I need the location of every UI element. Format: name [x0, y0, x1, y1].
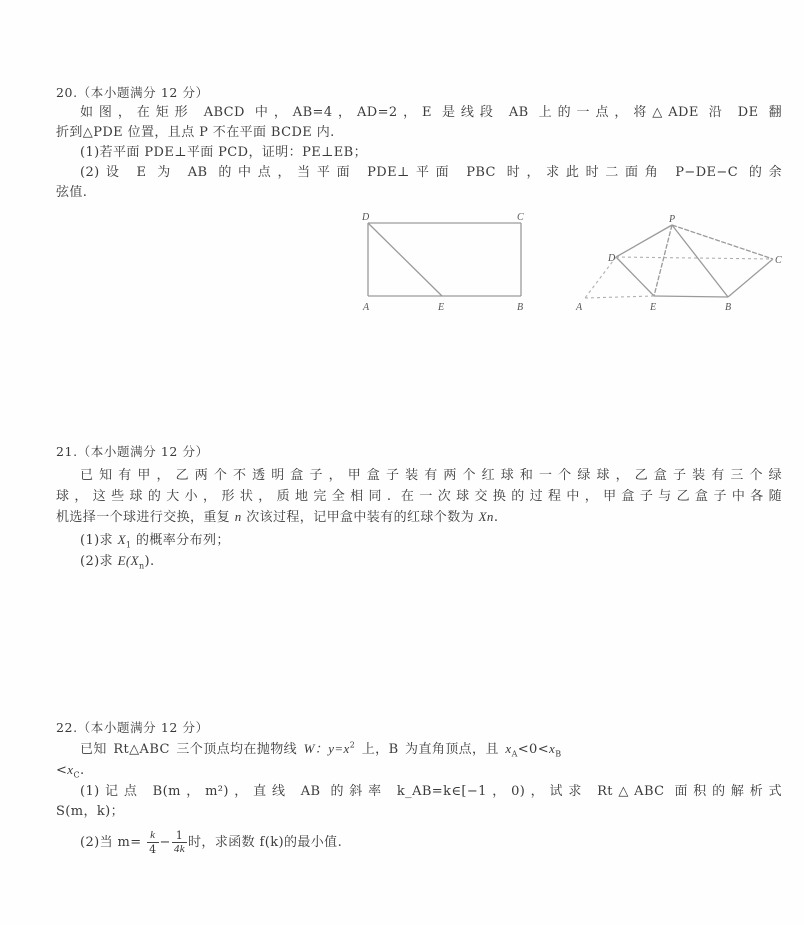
frac2-numerator: 1	[172, 829, 187, 843]
frac1-denominator: 4	[149, 843, 157, 856]
q22-ineq: <0<	[517, 742, 550, 757]
q22-xc: x	[67, 762, 74, 777]
q21-xn-var: Xn	[478, 509, 494, 524]
q22-header: 22.（本小题满分 12 分）	[56, 720, 209, 735]
q21-part2-suffix: ).	[144, 554, 155, 569]
q21-part1-prefix: (1)求	[80, 533, 114, 548]
q22-stem-line1	[80, 740, 782, 759]
label-E-left: E	[438, 302, 445, 313]
label-D-left: D	[362, 212, 370, 223]
label-A-left: A	[363, 302, 370, 313]
frac1-numerator: k	[147, 829, 158, 843]
q22-parabola-eq: W：y=x	[303, 741, 350, 756]
frac2-denominator: 4k	[173, 843, 186, 855]
label-E-right: E	[650, 302, 657, 313]
q21-part2-prefix: (2)求	[80, 554, 114, 569]
q22-xa: x	[505, 741, 512, 756]
label-C-right: C	[775, 255, 782, 266]
q21-stem-line1: 已知有甲，乙两个不透明盒子，甲盒子装有两个红球和一个绿球，乙盒子装有三个绿	[80, 468, 782, 483]
q22-stem-a: 已知 Rt△ABC 三个顶点均在抛物线	[80, 742, 298, 757]
q22-minus: −	[159, 835, 171, 850]
q22-lt: <	[56, 763, 68, 778]
q21-part2-sub: n	[138, 561, 145, 571]
q20-part2-line1: (2)设 E 为 AB 的中点，当平面 PDE⊥平面 PBC 时，求此时二面角 P−DE−C 的余	[80, 165, 782, 180]
q21-stem-line3-prefix: 机选择一个球进行交换，重复	[56, 510, 231, 525]
q20-part2-line2: 弦值.	[56, 185, 88, 200]
label-B-right: B	[725, 302, 732, 313]
label-C-left: C	[517, 212, 524, 223]
q22-part2-prefix: (2)当 m=	[80, 835, 142, 850]
q21-part1-var: X	[117, 532, 126, 547]
q22-part1-line2: S(m，k)；	[56, 804, 125, 819]
q21-part2	[80, 552, 782, 571]
q20-header: 20.（本小题满分 12 分）	[56, 85, 209, 100]
q22-stem-c: 上，B 为直角顶点，且	[361, 742, 499, 757]
q20-stem-line1: 如图，在矩形 ABCD 中，AB=4，AD=2，E 是线段 AB 上的一点，将△ADE 沿 DE 翻	[80, 105, 782, 120]
q22-part2	[80, 828, 782, 858]
q21-stem-line3-end: .	[493, 510, 499, 525]
q21-stem-line2: 球，这些球的大小，形状，质地完全相同. 在一次球交换的过程中，甲盒子与乙盒子中各随	[56, 489, 782, 504]
q22-xb: x	[549, 741, 556, 756]
label-B-left: B	[517, 302, 524, 313]
q21-part1	[80, 531, 782, 550]
q22-parabola-sup: 2	[349, 740, 356, 750]
q21-n-var: n	[234, 509, 242, 524]
fraction-1-over-4k	[172, 829, 187, 856]
q22-xc-sub: C	[73, 770, 80, 780]
q21-part2-expr: E(X	[117, 553, 139, 568]
q21-header: 21.（本小题满分 12 分）	[56, 444, 209, 459]
q21-part1-suffix: 的概率分布列；	[135, 533, 230, 548]
label-A-right: A	[576, 302, 583, 313]
q22-period: .	[80, 763, 85, 778]
q21-stem-line3	[56, 508, 782, 527]
q22-xa-sub: A	[511, 749, 518, 759]
q22-part2-suffix: 时，求函数 f(k)的最小值.	[188, 835, 343, 850]
q20-part1: (1)若平面 PDE⊥平面 PCD，证明：PE⊥EB；	[80, 145, 367, 160]
q22-xb-sub: B	[555, 749, 562, 759]
label-D-right: D	[608, 253, 616, 264]
label-P-right: P	[669, 214, 676, 225]
q22-stem-line2	[56, 761, 782, 780]
q21-part1-sub: 1	[125, 540, 132, 550]
q20-stem-line2: 折到△PDE 位置，且点 P 不在平面 BCDE 内.	[56, 125, 335, 140]
q22-part1-line1: (1)记点 B(m，m²)，直线 AB 的斜率 k_AB=k∈[−1，0)，试求 Rt△ABC 面积的解析式	[80, 784, 782, 799]
q21-stem-line3-mid: 次该过程，记甲盒中装有的红球个数为	[246, 510, 475, 525]
fraction-k-over-4	[147, 829, 158, 856]
